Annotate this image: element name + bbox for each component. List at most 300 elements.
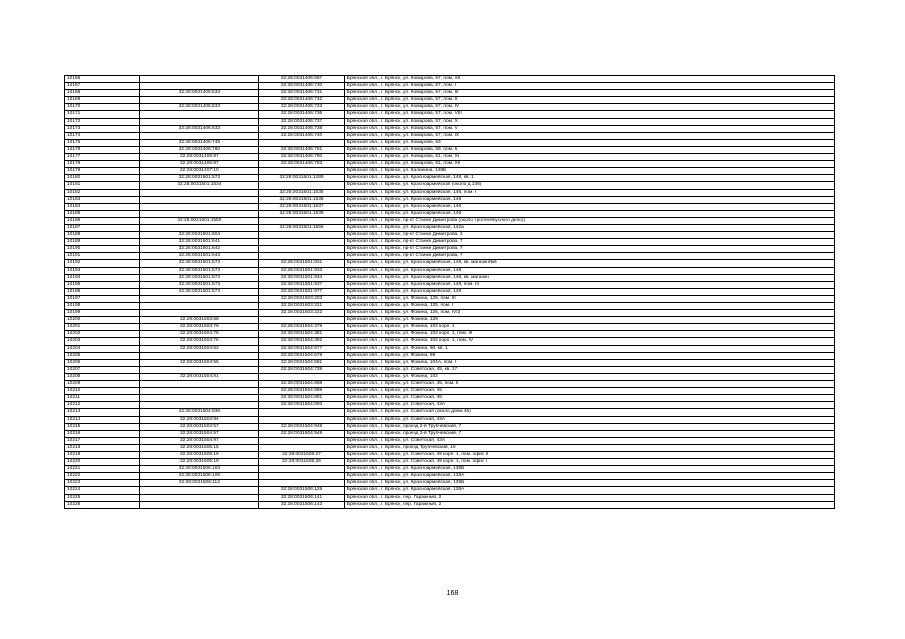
row-number-cell: 10171 xyxy=(65,111,140,118)
address-cell: Брянская обл., г. Брянск, пер. Гаражный, 2 xyxy=(344,501,834,508)
land-cadastral-cell: 32:28:0031504:97 xyxy=(140,437,259,444)
object-cadastral-cell: 32:28:0031406:736 xyxy=(259,111,345,118)
address-cell: Брянская обл., г. Брянск, ул. Красноармейская, 146, пом. I xyxy=(344,189,834,196)
land-cadastral-cell: 32:28:0031506:106 xyxy=(140,473,259,480)
table-row xyxy=(65,203,835,210)
address-cell: Брянская обл., г. Брянск, пр-кт Станке Димитрова, 3 xyxy=(344,232,834,239)
object-cadastral-cell: 32:28:0031501:1535 xyxy=(259,189,345,196)
land-cadastral-cell: 32:28:0031501:643 xyxy=(140,253,259,260)
land-cadastral-cell: 32:28:0031504:57 xyxy=(140,430,259,437)
land-cadastral-cell xyxy=(140,210,259,217)
address-cell: Брянская обл., г. Брянск, ул. Красноармейская, 146 xyxy=(344,203,834,210)
row-number-cell: 10209 xyxy=(65,381,140,388)
land-cadastral-cell xyxy=(140,352,259,359)
address-cell: Брянская обл., г. Брянск, ул. Красноармейская, 138А xyxy=(344,487,834,494)
address-cell: Брянская обл., г. Брянск, ул. Красноармейская, 146 xyxy=(344,210,834,217)
address-cell: Брянская обл., г. Брянск, ул. Комарова, 63 xyxy=(344,139,834,146)
row-number-cell: 10186 xyxy=(65,217,140,224)
object-cadastral-cell xyxy=(259,168,345,175)
address-cell: Брянская обл., г. Брянск, проезд Трубчевский, 10 xyxy=(344,444,834,451)
object-cadastral-cell xyxy=(259,373,345,380)
address-cell: Брянская обл., г. Брянск, ул. Комарова, 57, пом. X xyxy=(344,118,834,125)
row-number-cell: 10197 xyxy=(65,295,140,302)
land-cadastral-cell: 32:28:0031505:15 xyxy=(140,444,259,451)
table-row xyxy=(65,437,835,444)
table-row xyxy=(65,303,835,310)
table-row xyxy=(65,416,835,423)
object-cadastral-cell: 32:28:0031504:381 xyxy=(259,331,345,338)
table-body xyxy=(65,76,835,509)
row-number-cell: 10220 xyxy=(65,459,140,466)
land-cadastral-cell: 32:28:0031504:57 xyxy=(140,423,259,430)
table-row xyxy=(65,139,835,146)
land-cadastral-cell: 32:28:0031501:573 xyxy=(140,274,259,281)
object-cadastral-cell xyxy=(259,217,345,224)
land-cadastral-cell: 32:28:0031504:55 xyxy=(140,359,259,366)
land-cadastral-cell xyxy=(140,366,259,373)
row-number-cell: 10211 xyxy=(65,395,140,402)
row-number-cell: 10218 xyxy=(65,444,140,451)
table-row xyxy=(65,239,835,246)
land-cadastral-cell xyxy=(140,132,259,139)
land-cadastral-cell: 32:28:0031406:760 xyxy=(140,146,259,153)
address-cell: Брянская обл., г. Брянск, ул. Комарова, 57, пом. VIII xyxy=(344,111,834,118)
row-number-cell: 10198 xyxy=(65,303,140,310)
address-cell: Брянская обл., г. Брянск, ул. Фокина, 102 xyxy=(344,373,834,380)
table-row xyxy=(65,154,835,161)
land-cadastral-cell: 32:28:0031506:103 xyxy=(140,466,259,473)
address-cell: Брянская обл., г. Брянск, ул. Красноармейская, 148 xyxy=(344,267,834,274)
table-row xyxy=(65,175,835,182)
object-cadastral-cell xyxy=(259,232,345,239)
object-cadastral-cell: 32:28:0031406:738 xyxy=(259,125,345,132)
land-cadastral-cell: 32:28:0031501:573 xyxy=(140,175,259,182)
row-number-cell: 10221 xyxy=(65,466,140,473)
object-cadastral-cell: 32:28:0031504:893 xyxy=(259,402,345,409)
row-number-cell: 10205 xyxy=(65,352,140,359)
table-row xyxy=(65,373,835,380)
row-number-cell: 10202 xyxy=(65,331,140,338)
object-cadastral-cell: 32:28:0031503:221 xyxy=(259,303,345,310)
object-cadastral-cell xyxy=(259,444,345,451)
table-row xyxy=(65,444,835,451)
row-number-cell: 10212 xyxy=(65,402,140,409)
land-cadastral-cell xyxy=(140,494,259,501)
row-number-cell: 10225 xyxy=(65,494,140,501)
row-number-cell: 10189 xyxy=(65,239,140,246)
table-row xyxy=(65,480,835,487)
table-row xyxy=(65,352,835,359)
land-cadastral-cell xyxy=(140,303,259,310)
address-cell: Брянская обл., г. Брянск, ул. Комарова, 57, пом. IX xyxy=(344,132,834,139)
object-cadastral-cell: 32:28:0031406:740 xyxy=(259,132,345,139)
address-cell: Брянская обл., г. Брянск, ул. Советская (около дома 45) xyxy=(344,409,834,416)
row-number-cell: 10191 xyxy=(65,253,140,260)
table-row xyxy=(65,246,835,253)
object-cadastral-cell: 32:28:0031406:731 xyxy=(259,90,345,97)
table-row xyxy=(65,118,835,125)
row-number-cell: 10193 xyxy=(65,267,140,274)
table-row xyxy=(65,111,835,118)
object-cadastral-cell: 32:28:0031501:1536 xyxy=(259,196,345,203)
address-cell: Брянская обл., г. Брянск, ул. Красноармейская, 138А xyxy=(344,473,834,480)
address-cell: Брянская обл., г. Брянск, проезд 2-й Трубчевский, 7 xyxy=(344,423,834,430)
land-cadastral-cell xyxy=(140,118,259,125)
address-cell: Брянская обл., г. Брянск, ул. Красноармейская, 148, пом. III xyxy=(344,281,834,288)
row-number-cell: 10175 xyxy=(65,139,140,146)
address-cell: Брянская обл., г. Брянск, пр-кт Станке Димитрова, 7 xyxy=(344,246,834,253)
land-cadastral-cell xyxy=(140,203,259,210)
row-number-cell: 10192 xyxy=(65,260,140,267)
address-cell: Брянская обл., г. Брянск, ул. Красноармейская, 142а xyxy=(344,224,834,231)
object-cadastral-cell: 32:28:0031504:678 xyxy=(259,352,345,359)
land-cadastral-cell: 32:28:0031504:76 xyxy=(140,324,259,331)
object-cadastral-cell: 32:28:0031504:382 xyxy=(259,338,345,345)
object-cadastral-cell: 32:28:0031501:931 xyxy=(259,260,345,267)
land-cadastral-cell: 32:28:0031406:533 xyxy=(140,104,259,111)
land-cadastral-cell: 32:28:0031506:113 xyxy=(140,480,259,487)
object-cadastral-cell: 32:28:0031504:739 xyxy=(259,366,345,373)
row-number-cell: 10181 xyxy=(65,182,140,189)
row-number-cell: 10173 xyxy=(65,125,140,132)
row-number-cell: 10169 xyxy=(65,97,140,104)
address-cell: Брянская обл., г. Брянск, ул. Советская, 45 xyxy=(344,395,834,402)
address-cell: Брянская обл., г. Брянск, ул. Красноармейская, 146 xyxy=(344,196,834,203)
land-cadastral-cell: 32:28:0031504:81 xyxy=(140,373,259,380)
land-cadastral-cell xyxy=(140,111,259,118)
address-cell: Брянская обл., г. Брянск, ул. Советская, 45, пом. II xyxy=(344,381,834,388)
object-cadastral-cell: 32:28:0031505:27 xyxy=(259,451,345,458)
land-cadastral-cell: 32:28:0031504:936 xyxy=(140,409,259,416)
object-cadastral-cell: 32:28:0031501:937 xyxy=(259,281,345,288)
address-cell: Брянская обл., г. Брянск, ул. Советская, 45 xyxy=(344,388,834,395)
table-row xyxy=(65,224,835,231)
land-cadastral-cell xyxy=(140,381,259,388)
address-cell: Брянская обл., г. Брянск, ул. Комарова, 57, пом. III xyxy=(344,90,834,97)
table-row xyxy=(65,232,835,239)
address-cell: Брянская обл., г. Брянск, ул. Фокина, 125, пом. I xyxy=(344,303,834,310)
land-cadastral-cell: 32:28:0031504:62 xyxy=(140,345,259,352)
table-row xyxy=(65,338,835,345)
land-cadastral-cell: 32:28:0031406:533 xyxy=(140,90,259,97)
row-number-cell: 10194 xyxy=(65,274,140,281)
land-cadastral-cell: 32:28:0031503:68 xyxy=(140,317,259,324)
land-cadastral-cell: 32:28:0031406:749 xyxy=(140,139,259,146)
object-cadastral-cell: 32:28:0031501:1538 xyxy=(259,210,345,217)
land-cadastral-cell: 32:28:0031501:573 xyxy=(140,260,259,267)
address-cell: Брянская обл., г. Брянск, ул. Красноармейская, 136Б xyxy=(344,466,834,473)
property-register-table xyxy=(64,75,835,509)
row-number-cell: 10219 xyxy=(65,451,140,458)
row-number-cell: 10224 xyxy=(65,487,140,494)
address-cell: Брянская обл., г. Брянск, ул. Комарова, 59, пом. 5 xyxy=(344,146,834,153)
land-cadastral-cell xyxy=(140,83,259,90)
row-number-cell: 10166 xyxy=(65,76,140,83)
row-number-cell: 10213 xyxy=(65,409,140,416)
address-cell: Брянская обл., г. Брянск, ул. Красноармейская, 148, кв. магазин№6 xyxy=(344,260,834,267)
row-number-cell: 10178 xyxy=(65,161,140,168)
table-row xyxy=(65,473,835,480)
row-number-cell: 10222 xyxy=(65,473,140,480)
object-cadastral-cell: 32:28:0031406:780 xyxy=(259,154,345,161)
row-number-cell: 10184 xyxy=(65,203,140,210)
row-number-cell: 10177 xyxy=(65,154,140,161)
object-cadastral-cell xyxy=(259,473,345,480)
address-cell: Брянская обл., г. Брянск, ул. Фокина, 88 xyxy=(344,352,834,359)
address-cell: Брянская обл., г. Брянск, ул. Красноармейская (около д.146) xyxy=(344,182,834,189)
land-cadastral-cell xyxy=(140,388,259,395)
row-number-cell: 10210 xyxy=(65,388,140,395)
row-number-cell: 10214 xyxy=(65,416,140,423)
table-row xyxy=(65,295,835,302)
table-row xyxy=(65,182,835,189)
row-number-cell: 10187 xyxy=(65,224,140,231)
object-cadastral-cell: 32:28:0031506:125 xyxy=(259,487,345,494)
address-cell: Брянская обл., г. Брянск, ул. Советская, 49 корп. 1, пом. офис I xyxy=(344,459,834,466)
land-cadastral-cell xyxy=(140,97,259,104)
row-number-cell: 10185 xyxy=(65,210,140,217)
table-row xyxy=(65,359,835,366)
object-cadastral-cell xyxy=(259,253,345,260)
table-row xyxy=(65,487,835,494)
address-cell: Брянская обл., г. Брянск, ул. Советская, 43А xyxy=(344,416,834,423)
land-cadastral-cell xyxy=(140,402,259,409)
table-row xyxy=(65,90,835,97)
land-cadastral-cell xyxy=(140,189,259,196)
address-cell: Брянская обл., г. Брянск, проезд 2-й Трубчевский, 7 xyxy=(344,430,834,437)
address-cell: Брянская обл., г. Брянск, ул. Красноармейская, 136Б xyxy=(344,480,834,487)
table-row xyxy=(65,459,835,466)
object-cadastral-cell: 32:28:0031503:203 xyxy=(259,295,345,302)
address-cell: Брянская обл., г. Брянск, ул. Фокина, 102 корп. 1 xyxy=(344,324,834,331)
object-cadastral-cell: 32:28:0031504:889 xyxy=(259,388,345,395)
table-row xyxy=(65,345,835,352)
land-cadastral-cell: 32:28:0031501:573 xyxy=(140,281,259,288)
address-cell: Брянская обл., г. Брянск, ул. Фокина, 125, пом. IV/2 xyxy=(344,310,834,317)
land-cadastral-cell: 32:28:0031501:642 xyxy=(140,246,259,253)
row-number-cell: 10188 xyxy=(65,232,140,239)
address-cell: Брянская обл., г. Брянск, ул. Советская, 43А xyxy=(344,402,834,409)
table-row xyxy=(65,97,835,104)
table-row xyxy=(65,217,835,224)
row-number-cell: 10174 xyxy=(65,132,140,139)
address-cell: Брянская обл., г. Брянск, ул. Калинина, 148Б xyxy=(344,168,834,175)
row-number-cell: 10190 xyxy=(65,246,140,253)
address-cell: Брянская обл., г. Брянск, ул. Красноармейская, 148 xyxy=(344,288,834,295)
land-cadastral-cell xyxy=(140,295,259,302)
table-row xyxy=(65,310,835,317)
table-row xyxy=(65,466,835,473)
land-cadastral-cell xyxy=(140,76,259,83)
land-cadastral-cell xyxy=(140,487,259,494)
table-row xyxy=(65,125,835,132)
table-row xyxy=(65,267,835,274)
table-row xyxy=(65,210,835,217)
row-number-cell: 10215 xyxy=(65,423,140,430)
object-cadastral-cell: 32:28:0031504:949 xyxy=(259,430,345,437)
object-cadastral-cell: 32:28:0031504:379 xyxy=(259,324,345,331)
row-number-cell: 10226 xyxy=(65,501,140,508)
object-cadastral-cell: 32:28:0031504:948 xyxy=(259,423,345,430)
object-cadastral-cell: 32:28:0031501:1537 xyxy=(259,203,345,210)
row-number-cell: 10203 xyxy=(65,338,140,345)
land-cadastral-cell: 32:28:0031406:87 xyxy=(140,154,259,161)
table-row xyxy=(65,104,835,111)
table-row xyxy=(65,317,835,324)
row-number-cell: 10195 xyxy=(65,281,140,288)
object-cadastral-cell: 32:28:0031503:222 xyxy=(259,310,345,317)
row-number-cell: 10223 xyxy=(65,480,140,487)
object-cadastral-cell xyxy=(259,182,345,189)
land-cadastral-cell: 32:28:0031406:533 xyxy=(140,125,259,132)
row-number-cell: 10204 xyxy=(65,345,140,352)
object-cadastral-cell xyxy=(259,437,345,444)
table-row xyxy=(65,196,835,203)
object-cadastral-cell: 32:28:0031406:597 xyxy=(259,76,345,83)
table-row xyxy=(65,494,835,501)
object-cadastral-cell: 32:28:0031504:891 xyxy=(259,395,345,402)
land-cadastral-cell: 32:28:0031501:641 xyxy=(140,239,259,246)
row-number-cell: 10179 xyxy=(65,168,140,175)
object-cadastral-cell: 32:28:0031501:934 xyxy=(259,274,345,281)
object-cadastral-cell xyxy=(259,480,345,487)
address-cell: Брянская обл., г. Брянск, пр-кт Станке Димитрова, 7 xyxy=(344,253,834,260)
row-number-cell: 10182 xyxy=(65,189,140,196)
object-cadastral-cell: 32:28:0031501:933 xyxy=(259,267,345,274)
row-number-cell: 10208 xyxy=(65,373,140,380)
table-row xyxy=(65,260,835,267)
row-number-cell: 10206 xyxy=(65,359,140,366)
land-cadastral-cell: 32:28:0031501:1550 xyxy=(140,217,259,224)
table-row xyxy=(65,451,835,458)
object-cadastral-cell xyxy=(259,139,345,146)
land-cadastral-cell: 32:28:0031501:573 xyxy=(140,288,259,295)
address-cell: Брянская обл., г. Брянск, ул. Красноармейская, 148, кв. 1 xyxy=(344,175,834,182)
address-cell: Брянская обл., г. Брянск, ул. Красноармейская, 148, кв. магазин xyxy=(344,274,834,281)
table-row xyxy=(65,161,835,168)
land-cadastral-cell: 32:28:0031504:94 xyxy=(140,416,259,423)
table-row xyxy=(65,395,835,402)
row-number-cell: 10201 xyxy=(65,324,140,331)
object-cadastral-cell: 32:28:0031501:977 xyxy=(259,288,345,295)
address-cell: Брянская обл., г. Брянск, ул. Фокина, 90, кв. 1 xyxy=(344,345,834,352)
row-number-cell: 10180 xyxy=(65,175,140,182)
object-cadastral-cell: 32:28:0031406:732 xyxy=(259,97,345,104)
address-cell: Брянская обл., г. Брянск, ул. Комарова, 57, пом. II xyxy=(344,97,834,104)
address-cell: Брянская обл., г. Брянск, ул. Комарова, 57, пом. I xyxy=(344,83,834,90)
address-cell: Брянская обл., г. Брянск, ул. Комарова, 57, пом. IV xyxy=(344,104,834,111)
table-row xyxy=(65,281,835,288)
table-row xyxy=(65,409,835,416)
address-cell: Брянская обл., г. Брянск, ул. Комарова, 61, пом. XII xyxy=(344,161,834,168)
table-row xyxy=(65,388,835,395)
object-cadastral-cell xyxy=(259,416,345,423)
object-cadastral-cell: 32:28:0031406:737 xyxy=(259,118,345,125)
table-row xyxy=(65,168,835,175)
table-row xyxy=(65,288,835,295)
address-cell: Брянская обл., г. Брянск, пр-кт Станке Димитрова, 7 xyxy=(344,239,834,246)
address-cell: Брянская обл., г. Брянск, ул. Советская, 43А xyxy=(344,437,834,444)
row-number-cell: 10170 xyxy=(65,104,140,111)
row-number-cell: 10216 xyxy=(65,430,140,437)
land-cadastral-cell: 32:28:0031505:19 xyxy=(140,451,259,458)
land-cadastral-cell xyxy=(140,395,259,402)
row-number-cell: 10167 xyxy=(65,83,140,90)
object-cadastral-cell: 32:28:0031501:1289 xyxy=(259,175,345,182)
row-number-cell: 10183 xyxy=(65,196,140,203)
table-row xyxy=(65,76,835,83)
object-cadastral-cell xyxy=(259,317,345,324)
object-cadastral-cell: 32:28:0031505:28 xyxy=(259,459,345,466)
land-cadastral-cell: 32:28:0031501:604 xyxy=(140,232,259,239)
row-number-cell: 10207 xyxy=(65,366,140,373)
land-cadastral-cell: 32:28:0031504:76 xyxy=(140,331,259,338)
object-cadastral-cell: 32:28:0031406:730 xyxy=(259,83,345,90)
address-cell: Брянская обл., г. Брянск, ул. Фокина, 102 корп. 1, пом. IV xyxy=(344,338,834,345)
address-cell: Брянская обл., г. Брянск, ул. Фокина, 129 xyxy=(344,317,834,324)
land-cadastral-cell: 32:28:0031505:19 xyxy=(140,459,259,466)
object-cadastral-cell: 32:28:0031506:141 xyxy=(259,494,345,501)
table-row xyxy=(65,324,835,331)
row-number-cell: 10172 xyxy=(65,118,140,125)
land-cadastral-cell xyxy=(140,501,259,508)
table-row xyxy=(65,146,835,153)
land-cadastral-cell xyxy=(140,224,259,231)
address-cell: Брянская обл., г. Брянск, ул. Комарова, 57, пом. XII xyxy=(344,76,834,83)
table-row xyxy=(65,274,835,281)
object-cadastral-cell xyxy=(259,466,345,473)
address-cell: Брянская обл., г. Брянск, ул. Советская, 45, кв. 17 xyxy=(344,366,834,373)
table-row xyxy=(65,430,835,437)
object-cadastral-cell: 32:28:0031504:888 xyxy=(259,381,345,388)
address-cell: Брянская обл., г. Брянск, ул. Фокина, 125, пом. III xyxy=(344,295,834,302)
land-cadastral-cell: 32:28:0031504:76 xyxy=(140,338,259,345)
row-number-cell: 10199 xyxy=(65,310,140,317)
page-number: 168 xyxy=(446,590,459,597)
row-number-cell: 10217 xyxy=(65,437,140,444)
address-cell: Брянская обл., г. Брянск, пер. Гаражный, 2 xyxy=(344,494,834,501)
object-cadastral-cell: 32:28:0031406:783 xyxy=(259,161,345,168)
address-cell: Брянская обл., г. Брянск, ул. Комарова, 57, пом. V xyxy=(344,125,834,132)
land-cadastral-cell: 32:28:0031501:1534 xyxy=(140,182,259,189)
land-cadastral-cell: 32:28:0031407:10 xyxy=(140,168,259,175)
table-row xyxy=(65,366,835,373)
address-cell: Брянская обл., г. Брянск, ул. Фокина, 104А, пом. I xyxy=(344,359,834,366)
object-cadastral-cell: 32:28:0031504:677 xyxy=(259,345,345,352)
address-cell: Брянская обл., г. Брянск, ул. Фокина, 102 корп. 1, пом. III xyxy=(344,331,834,338)
object-cadastral-cell: 32:28:0031506:143 xyxy=(259,501,345,508)
table-row xyxy=(65,83,835,90)
row-number-cell: 10196 xyxy=(65,288,140,295)
land-cadastral-cell: 32:28:0031406:87 xyxy=(140,161,259,168)
table-row xyxy=(65,132,835,139)
object-cadastral-cell: 32:28:0031504:681 xyxy=(259,359,345,366)
object-cadastral-cell xyxy=(259,246,345,253)
table-row xyxy=(65,381,835,388)
table-row xyxy=(65,423,835,430)
land-cadastral-cell xyxy=(140,196,259,203)
object-cadastral-cell xyxy=(259,239,345,246)
land-cadastral-cell xyxy=(140,310,259,317)
table-row xyxy=(65,331,835,338)
address-cell: Брянская обл., г. Брянск, пр-кт Станке Димитрова (около троллейбусного депо)) xyxy=(344,217,834,224)
object-cadastral-cell: 32:28:0031406:733 xyxy=(259,104,345,111)
table-row xyxy=(65,402,835,409)
object-cadastral-cell: 32:28:0031406:761 xyxy=(259,146,345,153)
row-number-cell: 10168 xyxy=(65,90,140,97)
address-cell: Брянская обл., г. Брянск, ул. Советская, 49 корп. 1, пом. офис II xyxy=(344,451,834,458)
table-row xyxy=(65,189,835,196)
